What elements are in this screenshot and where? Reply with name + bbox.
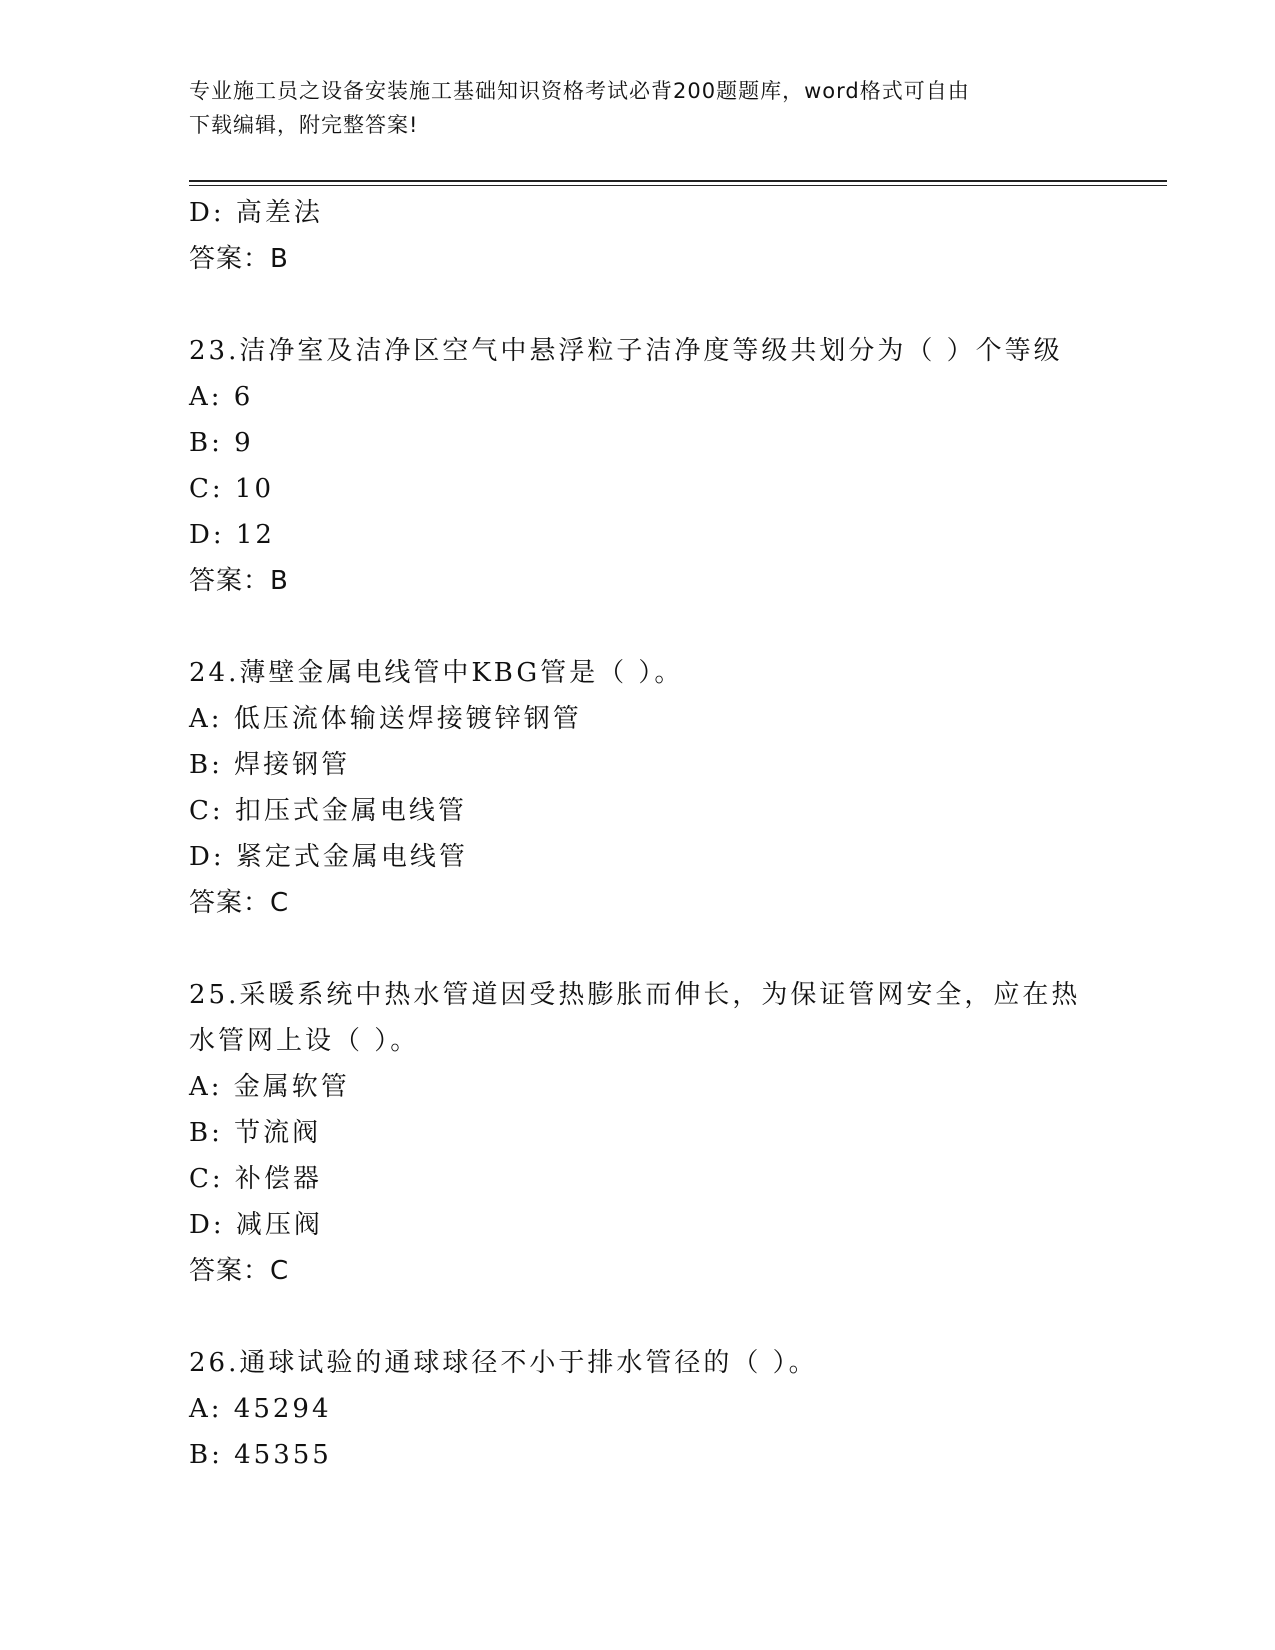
question-22-tail: [189, 190, 1149, 282]
option-a: A: 低压流体输送焊接镀锌钢管: [189, 704, 582, 734]
question-text-line-2: 水管网上设（ ）。: [189, 1026, 420, 1056]
question-list: [189, 190, 1149, 1478]
option-d: D: 紧定式金属电线管: [189, 842, 468, 872]
header-title-line-1: 专业施工员之设备安装施工基础知识资格考试必背200题题库，word格式可自由: [189, 79, 970, 103]
question-24: [189, 650, 1149, 926]
header-rule-thick: [189, 180, 1167, 182]
option-c: C: 补偿器: [189, 1164, 322, 1194]
option-d: D: 12: [189, 520, 275, 550]
option-b: B: 焊接钢管: [189, 750, 351, 780]
option-a: A: 金属软管: [189, 1072, 350, 1102]
question-text: 26.通球试验的通球球径不小于排水管径的（ ）。: [189, 1348, 818, 1378]
document-header: [189, 74, 1089, 142]
option-a: A: 45294: [189, 1394, 332, 1424]
spacer: [189, 1294, 1149, 1340]
header-title-line-2: 下载编辑，附完整答案!: [189, 113, 419, 137]
option-b: B: 45355: [189, 1440, 332, 1470]
answer: 答案：C: [189, 1256, 290, 1286]
spacer: [189, 926, 1149, 972]
spacer: [189, 604, 1149, 650]
question-23: [189, 328, 1149, 604]
question-25: [189, 972, 1149, 1294]
question-26: [189, 1340, 1149, 1478]
spacer: [189, 282, 1149, 328]
option-d: D: 减压阀: [189, 1210, 323, 1240]
option-c: C: 扣压式金属电线管: [189, 796, 467, 826]
answer: 答案：B: [189, 244, 289, 274]
option-d: D: 高差法: [189, 198, 323, 228]
question-text-line-1: 25.采暖系统中热水管道因受热膨胀而伸长，为保证管网安全，应在热: [189, 980, 1081, 1010]
question-text: 23.洁净室及洁净区空气中悬浮粒子洁净度等级共划分为（ ）个等级: [189, 336, 1063, 366]
question-text: 24.薄壁金属电线管中KBG管是（ ）。: [189, 658, 684, 688]
answer: 答案：B: [189, 566, 289, 596]
option-c: C: 10: [189, 474, 275, 504]
answer: 答案：C: [189, 888, 290, 918]
option-b: B: 9: [189, 428, 254, 458]
option-b: B: 节流阀: [189, 1118, 322, 1148]
option-a: A: 6: [189, 382, 254, 412]
header-rule-thin: [189, 185, 1167, 186]
